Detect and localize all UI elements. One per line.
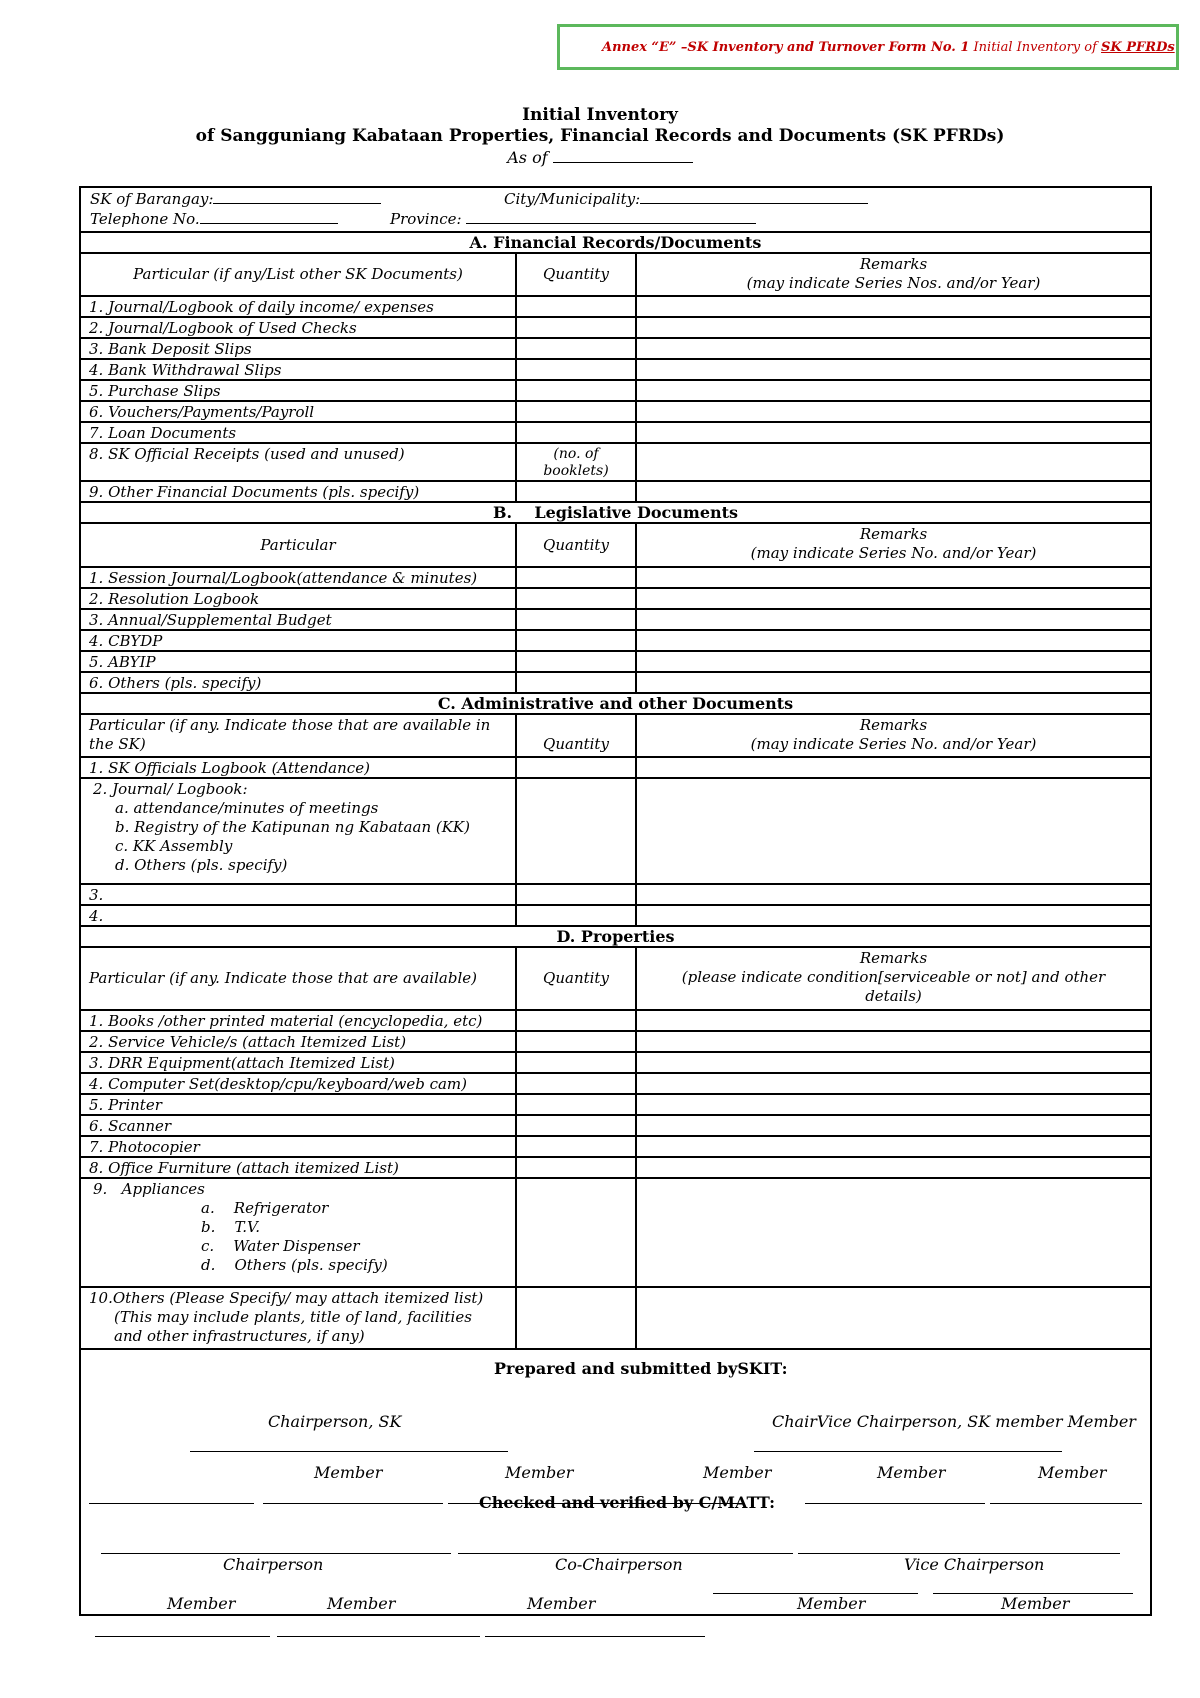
row-remarks[interactable]	[637, 1116, 1150, 1135]
row-quantity[interactable]	[517, 1179, 637, 1286]
col-quantity: Quantity	[517, 948, 637, 1009]
sub-item: c. Water Dispenser	[201, 1237, 360, 1255]
others-note-1: (This may include plants, title of land, facilities	[114, 1308, 472, 1326]
row-quantity[interactable]	[517, 1158, 637, 1177]
barangay-field[interactable]	[90, 190, 381, 208]
row-quantity[interactable]	[517, 885, 637, 904]
col-particular: Particular (if any/List other SK Documents)	[81, 254, 517, 295]
annex-label	[602, 40, 1175, 55]
row-particular: 1. Session Journal/Logbook(attendance & minutes)	[81, 568, 517, 587]
col-particular: Particular (if any. Indicate those that are available in the SK)	[81, 715, 517, 756]
row-remarks[interactable]	[637, 610, 1150, 629]
row-remarks[interactable]	[637, 631, 1150, 650]
telephone-field[interactable]	[90, 210, 338, 228]
row-remarks[interactable]	[637, 589, 1150, 608]
col-remarks	[637, 715, 1150, 756]
table-row	[81, 444, 1150, 482]
row-quantity[interactable]	[517, 610, 637, 629]
row-quantity[interactable]	[517, 1053, 637, 1072]
col-quantity: Quantity	[517, 254, 637, 295]
inventory-form	[79, 186, 1152, 1616]
remarks-label: Remarks	[859, 716, 928, 734]
sub-item: a. Refrigerator	[201, 1199, 329, 1217]
table-row	[81, 1032, 1150, 1053]
row-particular: 7. Photocopier	[81, 1137, 517, 1156]
table-row	[81, 1137, 1150, 1158]
row-particular: 6. Scanner	[81, 1116, 517, 1135]
table-row	[81, 758, 1150, 779]
member-signature-line[interactable]	[89, 1503, 254, 1504]
row-particular	[81, 1288, 517, 1348]
journal-logbook-label: 2. Journal/ Logbook:	[93, 780, 248, 798]
table-row	[81, 1116, 1150, 1137]
row-remarks[interactable]	[637, 1095, 1150, 1114]
as-of-field	[0, 148, 1200, 167]
row-remarks[interactable]	[637, 885, 1150, 904]
row-quantity[interactable]	[517, 758, 637, 777]
chair-sk-label: Chairperson, SK	[268, 1412, 402, 1431]
table-row	[81, 318, 1150, 339]
info-block	[81, 188, 1150, 233]
annex-form-name: Annex “E” –SK Inventory and Turnover Form No. 1	[602, 40, 970, 55]
section-d-title: D. Properties	[81, 927, 1150, 948]
row-particular: 7. Loan Documents	[81, 423, 517, 442]
city-field[interactable]	[504, 190, 868, 208]
row-quantity[interactable]	[517, 1011, 637, 1030]
co-chair-signature-line[interactable]	[458, 1553, 793, 1554]
row-quantity[interactable]	[517, 589, 637, 608]
sub-item: b. Registry of the Katipunan ng Kabataan (KK)	[115, 818, 470, 836]
col-quantity: Quantity	[517, 524, 637, 566]
row-particular: 3.	[81, 885, 517, 904]
row-particular: 9. Other Financial Documents (pls. specify)	[81, 482, 517, 501]
row-remarks[interactable]	[637, 1074, 1150, 1093]
chair-sk-signature-line[interactable]	[190, 1451, 508, 1452]
row-quantity[interactable]	[517, 906, 637, 925]
row-particular: 4. Computer Set(desktop/cpu/keyboard/web cam)	[81, 1074, 517, 1093]
col-quantity: Quantity	[517, 715, 637, 756]
row-remarks[interactable]	[637, 568, 1150, 587]
section-c-title: C. Administrative and other Documents	[81, 694, 1150, 715]
row-quantity[interactable]	[517, 779, 637, 883]
row-remarks[interactable]	[637, 402, 1150, 421]
row-remarks[interactable]	[637, 1011, 1150, 1030]
table-row	[81, 339, 1150, 360]
section-d-header	[81, 948, 1150, 1011]
member-label: Member	[527, 1594, 596, 1613]
row-particular: 5. ABYIP	[81, 652, 517, 671]
row-remarks[interactable]	[637, 779, 1150, 883]
table-row	[81, 297, 1150, 318]
barangay-label: SK of Barangay:	[90, 190, 214, 208]
row-particular	[81, 779, 517, 883]
table-row	[81, 1179, 1150, 1288]
member-label: Member	[1001, 1594, 1070, 1613]
province-label: Province:	[390, 210, 462, 228]
annex-pfrds: SK PFRDs	[1101, 40, 1175, 55]
member-label: Member	[703, 1463, 772, 1482]
row-quantity[interactable]	[517, 1288, 637, 1348]
member-signature-line[interactable]	[95, 1636, 270, 1637]
row-remarks[interactable]	[637, 339, 1150, 358]
member-signature-line[interactable]	[263, 1503, 443, 1504]
col-particular: Particular	[81, 524, 517, 566]
sub-item: d. Others (pls. specify)	[201, 1256, 388, 1274]
col-remarks	[637, 254, 1150, 295]
vice-chair-label: Vice Chairperson	[904, 1555, 1045, 1574]
section-a-title: A. Financial Records/Documents	[81, 233, 1150, 254]
row-particular: 6. Vouchers/Payments/Payroll	[81, 402, 517, 421]
table-row	[81, 673, 1150, 694]
province-field[interactable]	[390, 210, 756, 228]
vice-chair-signature-line[interactable]	[798, 1553, 1120, 1554]
row-remarks[interactable]	[637, 906, 1150, 925]
section-c-header	[81, 715, 1150, 758]
row-particular: 2. Resolution Logbook	[81, 589, 517, 608]
remarks-label: Remarks	[859, 525, 928, 543]
telephone-label: Telephone No.	[90, 210, 200, 228]
others-note-2: and other infrastructures, if any)	[114, 1327, 365, 1345]
row-particular: 1. SK Officials Logbook (Attendance)	[81, 758, 517, 777]
chair-vice-signature-line[interactable]	[754, 1451, 1062, 1452]
row-remarks[interactable]	[637, 1137, 1150, 1156]
member-label: Member	[167, 1594, 236, 1613]
row-quantity[interactable]	[517, 631, 637, 650]
row-quantity[interactable]	[517, 1116, 637, 1135]
section-a-header	[81, 254, 1150, 297]
member-label: Member	[797, 1594, 866, 1613]
row-particular: 5. Printer	[81, 1095, 517, 1114]
table-row	[81, 360, 1150, 381]
table-row	[81, 631, 1150, 652]
table-row	[81, 1053, 1150, 1074]
row-particular: 1. Books /other printed material (encyclopedia, etc)	[81, 1011, 517, 1030]
member-signature-line[interactable]	[277, 1636, 480, 1637]
row-particular: 2. Journal/Logbook of Used Checks	[81, 318, 517, 337]
table-row	[81, 589, 1150, 610]
table-row	[81, 568, 1150, 589]
row-particular: 6. Others (pls. specify)	[81, 673, 517, 692]
row-particular: 4. CBYDP	[81, 631, 517, 650]
co-chair-label: Co-Chairperson	[555, 1555, 683, 1574]
sub-item: d. Others (pls. specify)	[115, 856, 288, 874]
appliances-label: 9. Appliances	[93, 1180, 205, 1198]
row-particular: 8. SK Official Receipts (used and unused)	[81, 444, 517, 480]
row-remarks[interactable]	[637, 1179, 1150, 1286]
row-remarks[interactable]	[637, 423, 1150, 442]
row-quantity[interactable]	[517, 360, 637, 379]
row-quantity[interactable]	[517, 402, 637, 421]
row-quantity[interactable]	[517, 423, 637, 442]
row-remarks[interactable]	[637, 444, 1150, 480]
member-label: Member	[314, 1463, 383, 1482]
table-row	[81, 1011, 1150, 1032]
row-particular: 8. Office Furniture (attach itemized List)	[81, 1158, 517, 1177]
table-row	[81, 652, 1150, 673]
remarks-label: Remarks	[859, 949, 928, 967]
row-particular: 1. Journal/Logbook of daily income/ expenses	[81, 297, 517, 316]
chairperson-signature-line[interactable]	[101, 1553, 451, 1554]
col-remarks	[637, 524, 1150, 566]
section-b-title: B. Legislative Documents	[81, 503, 1150, 524]
row-remarks[interactable]	[637, 318, 1150, 337]
row-particular	[81, 1179, 517, 1286]
row-remarks[interactable]	[637, 673, 1150, 692]
row-quantity[interactable]	[517, 1137, 637, 1156]
table-row	[81, 885, 1150, 906]
table-row	[81, 381, 1150, 402]
table-row	[81, 423, 1150, 444]
row-quantity[interactable]	[517, 1095, 637, 1114]
remarks-label: Remarks	[859, 255, 928, 273]
row-particular: 3. DRR Equipment(attach Itemized List)	[81, 1053, 517, 1072]
member-label: Member	[327, 1594, 396, 1613]
row-remarks[interactable]	[637, 297, 1150, 316]
row-quantity[interactable]	[517, 1074, 637, 1093]
as-of-label: As of	[507, 148, 548, 167]
row-particular: 3. Bank Deposit Slips	[81, 339, 517, 358]
section-b-header	[81, 524, 1150, 568]
row-remarks[interactable]	[637, 381, 1150, 400]
row-remarks[interactable]	[637, 1053, 1150, 1072]
annex-box	[557, 24, 1179, 70]
row-quantity[interactable]	[517, 482, 637, 501]
row-remarks[interactable]	[637, 1158, 1150, 1177]
table-row	[81, 1074, 1150, 1095]
table-row	[81, 482, 1150, 503]
row-remarks[interactable]	[637, 1288, 1150, 1348]
annex-inventory-of: Initial Inventory of	[969, 40, 1102, 55]
sub-item: c. KK Assembly	[115, 837, 233, 855]
page-subtitle: of Sangguniang Kabataan Properties, Financial Records and Documents (SK PFRDs)	[195, 126, 1005, 146]
as-of-line[interactable]	[553, 148, 693, 163]
row-quantity[interactable]	[517, 1032, 637, 1051]
row-quantity[interactable]	[517, 673, 637, 692]
member-label: Member	[877, 1463, 946, 1482]
table-row	[81, 779, 1150, 885]
page-title: Initial Inventory	[522, 105, 678, 125]
table-row	[81, 1095, 1150, 1116]
row-remarks[interactable]	[637, 360, 1150, 379]
row-particular: 5. Purchase Slips	[81, 381, 517, 400]
member-label: Member	[505, 1463, 574, 1482]
row-particular: 2. Service Vehicle/s (attach Itemized List)	[81, 1032, 517, 1051]
row-particular: 3. Annual/Supplemental Budget	[81, 610, 517, 629]
member-signature-line[interactable]	[485, 1636, 705, 1637]
sub-item: a. attendance/minutes of meetings	[115, 799, 379, 817]
remarks-note: (may indicate Series No. and/or Year)	[750, 544, 1037, 562]
member-label: Member	[1038, 1463, 1107, 1482]
row-quantity[interactable]	[517, 652, 637, 671]
prepared-heading: Prepared and submitted bySKIT:	[494, 1359, 788, 1378]
col-particular: Particular (if any. Indicate those that are available)	[81, 948, 517, 1009]
row-remarks[interactable]	[637, 758, 1150, 777]
remarks-note: (please indicate condition[serviceable or not] and other details)	[681, 968, 1106, 1005]
others-label: 10.Others (Please Specify/ may attach itemized list)	[89, 1289, 484, 1307]
row-quantity[interactable]	[517, 297, 637, 316]
city-label: City/Municipality:	[504, 190, 641, 208]
row-remarks[interactable]	[637, 482, 1150, 501]
row-quantity[interactable]	[517, 318, 637, 337]
table-row	[81, 1158, 1150, 1179]
sub-item: b. T.V.	[201, 1218, 260, 1236]
table-row	[81, 610, 1150, 631]
chair-vice-label: ChairVice Chairperson, SK member Member	[772, 1412, 1136, 1431]
row-quantity[interactable]	[517, 568, 637, 587]
row-remarks[interactable]	[637, 652, 1150, 671]
table-row	[81, 906, 1150, 927]
col-remarks	[637, 948, 1150, 1009]
member-signature-line[interactable]	[805, 1503, 985, 1504]
table-row	[81, 1288, 1150, 1350]
row-particular: 4.	[81, 906, 517, 925]
row-remarks[interactable]	[637, 1032, 1150, 1051]
chairperson-label: Chairperson	[223, 1555, 324, 1574]
booklets-note[interactable]: (no. of booklets)	[517, 444, 637, 480]
row-quantity[interactable]	[517, 339, 637, 358]
remarks-note: (may indicate Series Nos. and/or Year)	[746, 274, 1041, 292]
member-signature-line[interactable]	[990, 1503, 1142, 1504]
row-quantity[interactable]	[517, 381, 637, 400]
checked-heading: Checked and verified by C/MATT:	[479, 1493, 776, 1512]
table-row	[81, 402, 1150, 423]
remarks-note: (may indicate Series No. and/or Year)	[750, 735, 1037, 753]
row-particular: 4. Bank Withdrawal Slips	[81, 360, 517, 379]
